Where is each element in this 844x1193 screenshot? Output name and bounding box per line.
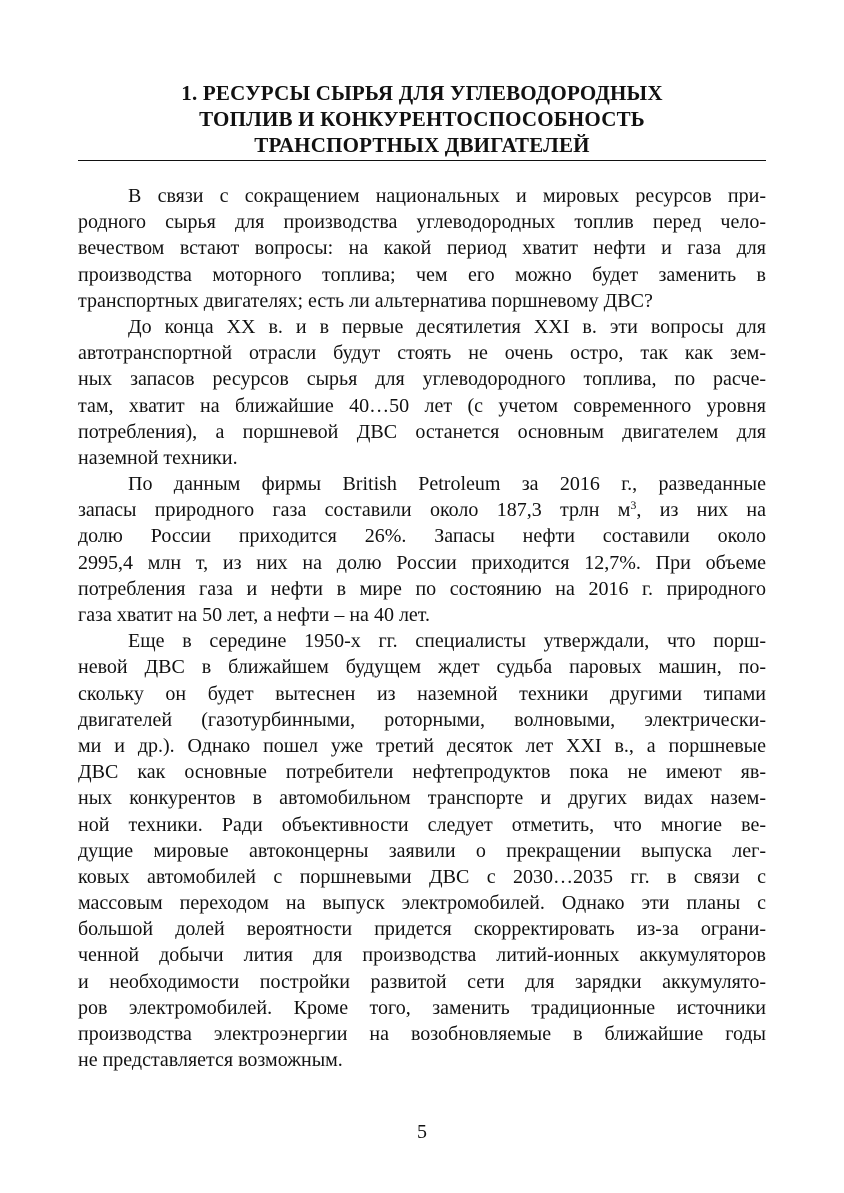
- text-line: 2995,4 млн т, из них на долю России приходится 12,7%. При объеме: [78, 551, 766, 574]
- text-line: долю России приходится 26%. Запасы нефти составили около: [78, 525, 766, 548]
- text-line: До конца XX в. и в первые десятилетия XXI в. эти вопросы для: [128, 315, 766, 338]
- text-line: транспортных двигателях; есть ли альтернатива поршневому ДВС?: [78, 289, 653, 312]
- text-line: там, хватит на ближайшие 40…50 лет (с учетом современного уровня: [78, 394, 766, 417]
- text-line: не представляется возможным.: [78, 1049, 343, 1072]
- text-line: производства электроэнергии на возобновляемые в ближайшие годы: [78, 1023, 766, 1045]
- chapter-heading: [78, 80, 766, 158]
- text-line: По данным фирмы British Petroleum за 2016 г., разведанные: [128, 473, 766, 496]
- text-line: большой долей вероятности придется скорректировать из-за ограни-: [78, 918, 766, 941]
- text-line: [78, 497, 766, 523]
- text-line: дущие мировые автоконцерны заявили о прекращении выпуска лег-: [78, 839, 766, 862]
- text-line: ми и др.). Однако пошел уже третий десяток лет XXI в., а поршневые: [78, 734, 766, 757]
- text-line: скольку он будет вытеснен из наземной техники другими типами: [78, 682, 766, 705]
- text-line: вечеством встают вопросы: на какой период хватит нефти и газа для: [78, 237, 766, 260]
- text-line: автотранспортной отрасли будут стоять не очень остро, так как зем-: [78, 342, 766, 365]
- text-line: потребления), а поршневой ДВС останется основным двигателем для: [78, 420, 766, 443]
- text-line: невой ДВС в ближайшем будущем ждет судьба паровых машин, по-: [78, 656, 766, 679]
- text-line: В связи с сокращением национальных и мировых ресурсов при-: [128, 185, 766, 207]
- text-line: родного сырья для производства углеводородных топлив перед чело-: [78, 211, 766, 234]
- heading-line: 1. РЕСУРСЫ СЫРЬЯ ДЛЯ УГЛЕВОДОРОДНЫХ: [181, 81, 663, 105]
- text-fragment: , из них на: [636, 499, 767, 522]
- text-fragment: запасы природного газа составили около 187,3 трлн м: [78, 499, 631, 522]
- text-line: наземной техники.: [78, 446, 238, 469]
- heading-line: ТОПЛИВ И КОНКУРЕНТОСПОСОБНОСТЬ: [199, 107, 645, 131]
- heading-line: ТРАНСПОРТНЫХ ДВИГАТЕЛЕЙ: [254, 133, 590, 157]
- heading-divider: [78, 160, 766, 161]
- text-line: ченной добычи лития для производства литий-ионных аккумуляторов: [78, 944, 766, 967]
- text-line: и необходимости постройки развитой сети для зарядки аккумулято-: [78, 970, 766, 993]
- text-line: ной техники. Ради объективности следует отметить, что многие ве-: [78, 813, 766, 836]
- text-line: ных запасов ресурсов сырья для углеводородного топлива, по расче-: [78, 368, 766, 391]
- text-line: ДВС как основные потребители нефтепродуктов пока не имеют яв-: [78, 761, 766, 784]
- text-line: газа хватит на 50 лет, а нефти – на 40 лет.: [78, 604, 431, 626]
- text-line: ных конкурентов в автомобильном транспорте и других видах назем-: [78, 787, 766, 810]
- page-number: 5: [417, 1121, 427, 1143]
- body-text: [78, 183, 766, 1073]
- text-line: двигателей (газотурбинными, роторными, волновыми, электрически-: [78, 708, 766, 731]
- text-line: потребления газа и нефти в мире по состоянию на 2016 г. природного: [78, 577, 766, 600]
- text-line: массовым переходом на выпуск электромобилей. Однако эти планы с: [78, 892, 766, 915]
- text-line: Еще в середине 1950-х гг. специалисты утверждали, что порш-: [128, 630, 766, 653]
- text-line: производства моторного топлива; чем его можно будет заменить в: [78, 263, 766, 286]
- superscript: 3: [630, 498, 637, 513]
- text-line: ковых автомобилей с поршневыми ДВС с 2030…2035 гг. в связи с: [78, 865, 766, 888]
- text-line: ров электромобилей. Кроме того, заменить традиционные источники: [78, 996, 766, 1019]
